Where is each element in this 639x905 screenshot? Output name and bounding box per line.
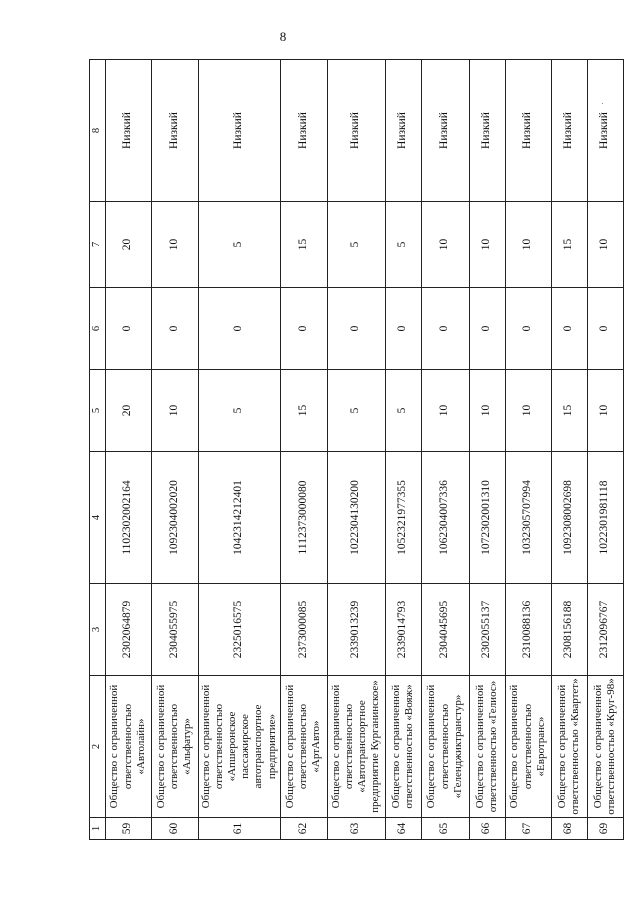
company-name: Общество с ограниченной ответственностью «Апшеронское пассажирское автотранспортное предприятие» (198, 676, 280, 818)
inn-cell: 2302055137 (469, 584, 505, 676)
risk-cell: Низкий (587, 60, 623, 202)
row-number: 68 (551, 818, 587, 840)
inn-cell: 2373000085 (280, 584, 327, 676)
col6-cell: 0 (280, 288, 327, 370)
column-header: 1 (90, 818, 106, 840)
risk-cell: Низкий (469, 60, 505, 202)
inn-cell: 2325016575 (198, 584, 280, 676)
company-name: Общество с ограниченной ответственностью «Альфатур» (151, 676, 198, 818)
col7-cell: 5 (327, 202, 385, 288)
risk-cell: Низкий (327, 60, 385, 202)
page-number: 8 (279, 29, 287, 44)
col5-cell: 10 (505, 370, 551, 452)
col5-cell: 5 (198, 370, 280, 452)
inn-cell: 2304045695 (421, 584, 469, 676)
row-number: 64 (385, 818, 421, 840)
table-row (551, 60, 587, 840)
table-viewport (89, 60, 618, 840)
risk-cell: Низкий (198, 60, 280, 202)
col5-cell: 20 (105, 370, 151, 452)
col7-cell: 10 (151, 202, 198, 288)
row-number: 61 (198, 818, 280, 840)
risk-cell: Низкий (280, 60, 327, 202)
inn-cell: 2304055975 (151, 584, 198, 676)
table-header-row (90, 60, 106, 840)
inn-cell: 2308156188 (551, 584, 587, 676)
col7-cell: 10 (505, 202, 551, 288)
inn-cell: 2310088136 (505, 584, 551, 676)
ogrn-cell: 1072302001310 (469, 452, 505, 584)
company-name: Общество с ограниченной ответственностью «АртАвто» (280, 676, 327, 818)
ogrn-cell: 1022304130200 (327, 452, 385, 584)
company-name: Общество с ограниченной ответственностью «Евротранс» (505, 676, 551, 818)
ogrn-cell: 1032305707994 (505, 452, 551, 584)
row-number: 66 (469, 818, 505, 840)
row-number: 65 (421, 818, 469, 840)
col6-cell: 0 (105, 288, 151, 370)
column-header: 3 (90, 584, 106, 676)
column-header: 6 (90, 288, 106, 370)
col6-cell: 0 (587, 288, 623, 370)
col7-cell: 10 (421, 202, 469, 288)
col6-cell: 0 (198, 288, 280, 370)
col6-cell: 0 (469, 288, 505, 370)
col5-cell: 10 (587, 370, 623, 452)
col5-cell: 5 (385, 370, 421, 452)
table-row (421, 60, 469, 840)
row-number: 62 (280, 818, 327, 840)
col7-cell: 10 (469, 202, 505, 288)
col6-cell: 0 (327, 288, 385, 370)
ogrn-cell: 1092304002020 (151, 452, 198, 584)
inn-cell: 2339014793 (385, 584, 421, 676)
risk-cell: Низкий (385, 60, 421, 202)
ogrn-cell: 1102302002164 (105, 452, 151, 584)
row-number: 63 (327, 818, 385, 840)
column-header: 7 (90, 202, 106, 288)
company-name: Общество с ограниченной ответственностью «Гелиос» (469, 676, 505, 818)
ogrn-cell: 1042314212401 (198, 452, 280, 584)
col6-cell: 0 (385, 288, 421, 370)
col5-cell: 10 (469, 370, 505, 452)
inn-cell: 2312096767 (587, 584, 623, 676)
col5-cell: 15 (280, 370, 327, 452)
col5-cell: 10 (421, 370, 469, 452)
table-row (385, 60, 421, 840)
company-name: Общество с ограниченной ответственностью «Круг-98» (587, 676, 623, 818)
column-header: 2 (90, 676, 106, 818)
row-number: 60 (151, 818, 198, 840)
ogrn-cell: 1112373000080 (280, 452, 327, 584)
ogrn-cell: 1022301981118 (587, 452, 623, 584)
table-row (327, 60, 385, 840)
col7-cell: 10 (587, 202, 623, 288)
company-name: Общество с ограниченной ответственностью «Квартет» (551, 676, 587, 818)
col5-cell: 10 (151, 370, 198, 452)
risk-cell: Низкий (105, 60, 151, 202)
risk-cell: Низкий (421, 60, 469, 202)
table-row (198, 60, 280, 840)
row-number: 69 (587, 818, 623, 840)
column-header: 5 (90, 370, 106, 452)
ogrn-cell: 1092308002698 (551, 452, 587, 584)
col7-cell: 15 (280, 202, 327, 288)
col6-cell: 0 (421, 288, 469, 370)
row-number: 67 (505, 818, 551, 840)
col5-cell: 5 (327, 370, 385, 452)
table-row (151, 60, 198, 840)
row-number: 59 (105, 818, 151, 840)
ogrn-cell: 1062304007336 (421, 452, 469, 584)
col6-cell: 0 (551, 288, 587, 370)
ogrn-cell: 1052321977355 (385, 452, 421, 584)
risk-cell: Низкий (151, 60, 198, 202)
col6-cell: 0 (151, 288, 198, 370)
company-name: Общество с ограниченной ответственностью «Вояж» (385, 676, 421, 818)
column-header: 4 (90, 452, 106, 584)
col7-cell: 20 (105, 202, 151, 288)
table-row (280, 60, 327, 840)
risk-cell: Низкий (551, 60, 587, 202)
table-row (469, 60, 505, 840)
carriers-table (89, 59, 624, 840)
col5-cell: 15 (551, 370, 587, 452)
col7-cell: 15 (551, 202, 587, 288)
table-row (587, 60, 623, 840)
table-row (505, 60, 551, 840)
risk-cell: Низкий (505, 60, 551, 202)
col7-cell: 5 (385, 202, 421, 288)
column-header: 8 (90, 60, 106, 202)
inn-cell: 2339013239 (327, 584, 385, 676)
company-name: Общество с ограниченной ответственностью «Автотранспортное предприятие Курганинское» (327, 676, 385, 818)
company-name: Общество с ограниченной ответственностью «Геленджиктранстур» (421, 676, 469, 818)
company-name: Общество с ограниченной ответственностью «Автолайн» (105, 676, 151, 818)
col7-cell: 5 (198, 202, 280, 288)
table-row (105, 60, 151, 840)
col6-cell: 0 (505, 288, 551, 370)
inn-cell: 2302064879 (105, 584, 151, 676)
rotated-table-container (89, 60, 618, 840)
